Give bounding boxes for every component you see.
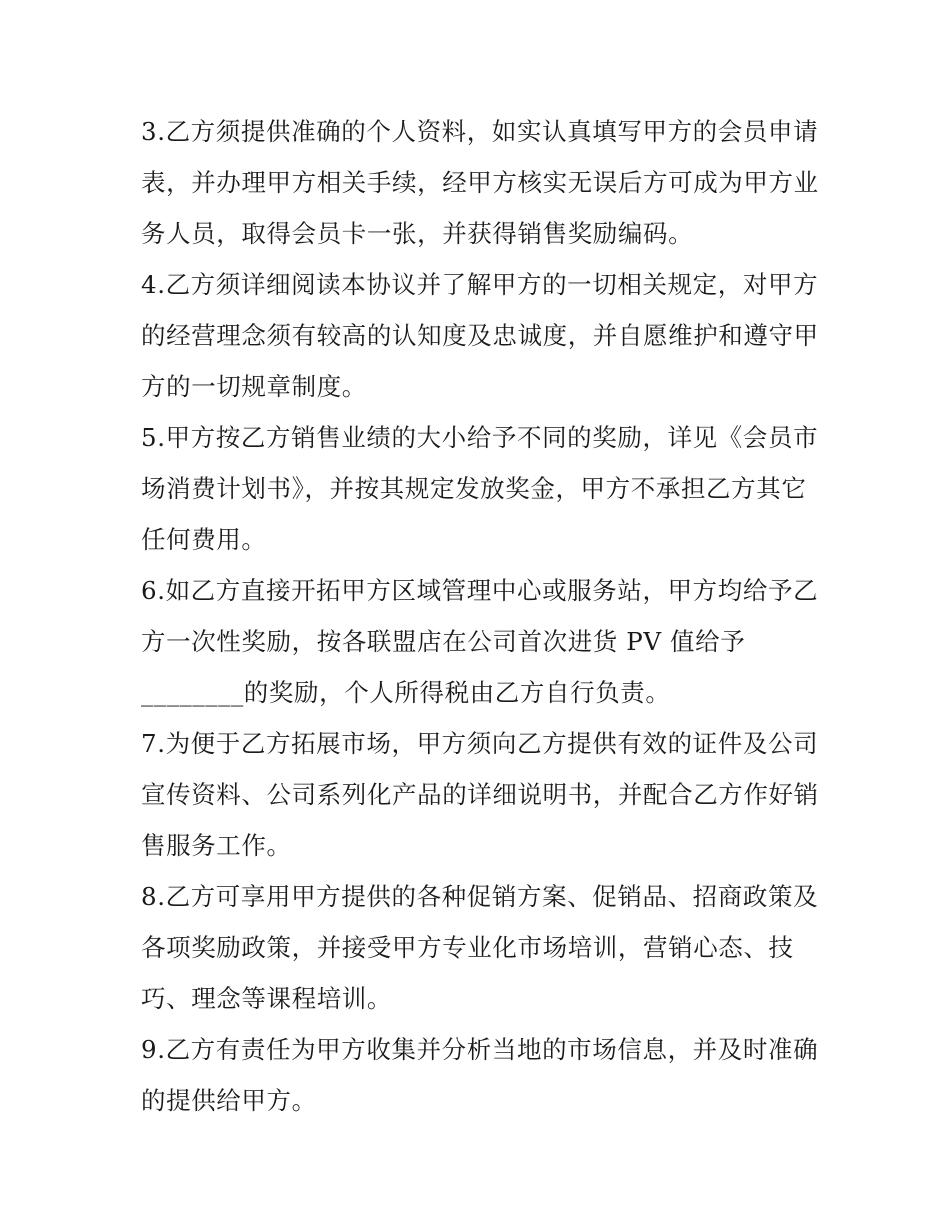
clause-4-line-2: 的经营理念须有较高的认知度及忠诚度，并自愿维护和遵守甲 [141, 321, 819, 350]
clause-6-line-1: 6.如乙方直接开拓甲方区域管理中心或服务站，甲方均给予乙 [141, 576, 819, 605]
clause-5-line-2: 场消费计划书》，并按其规定发放奖金，甲方不承担乙方其它 [141, 474, 807, 503]
clause-3-line-1: 3.乙方须提供准确的个人资料，如实认真填写甲方的会员申请 [141, 117, 819, 146]
clause-9-line-1: 9.乙方有责任为甲方收集并分析当地的市场信息，并及时准确 [141, 1035, 819, 1064]
clause-4-line-3: 方的一切规章制度。 [141, 372, 367, 401]
clause-9-line-2: 的提供给甲方。 [141, 1086, 317, 1115]
clause-6-line-2: 方一次性奖励，按各联盟店在公司首次进货 PV 值给予 [141, 627, 746, 656]
clause-4-line-1: 4.乙方须详细阅读本协议并了解甲方的一切相关规定，对甲方 [141, 270, 819, 299]
clause-3-line-3: 务人员，取得会员卡一张，并获得销售奖励编码。 [141, 219, 694, 248]
clause-7-line-3: 售服务工作。 [141, 831, 292, 860]
clause-5-line-1: 5.甲方按乙方销售业绩的大小给予不同的奖励，详见《会员市 [141, 423, 819, 452]
clause-7-line-2: 宣传资料、公司系列化产品的详细说明书，并配合乙方作好销 [141, 780, 819, 809]
clause-8-line-3: 巧、理念等课程培训。 [141, 984, 392, 1013]
document-body [141, 106, 821, 1126]
clause-8-line-1: 8.乙方可享用甲方提供的各种促销方案、促销品、招商政策及 [141, 882, 819, 911]
clause-3-line-2: 表，并办理甲方相关手续，经甲方核实无误后方可成为甲方业 [141, 168, 819, 197]
clause-5-line-3: 任何费用。 [141, 525, 267, 554]
clause-6-line-3: ________的奖励，个人所得税由乙方自行负责。 [141, 678, 671, 707]
clause-7-line-1: 7.为便于乙方拓展市场，甲方须向乙方提供有效的证件及公司 [141, 729, 819, 758]
clause-8-line-2: 各项奖励政策，并接受甲方专业化市场培训，营销心态、技 [141, 933, 794, 962]
